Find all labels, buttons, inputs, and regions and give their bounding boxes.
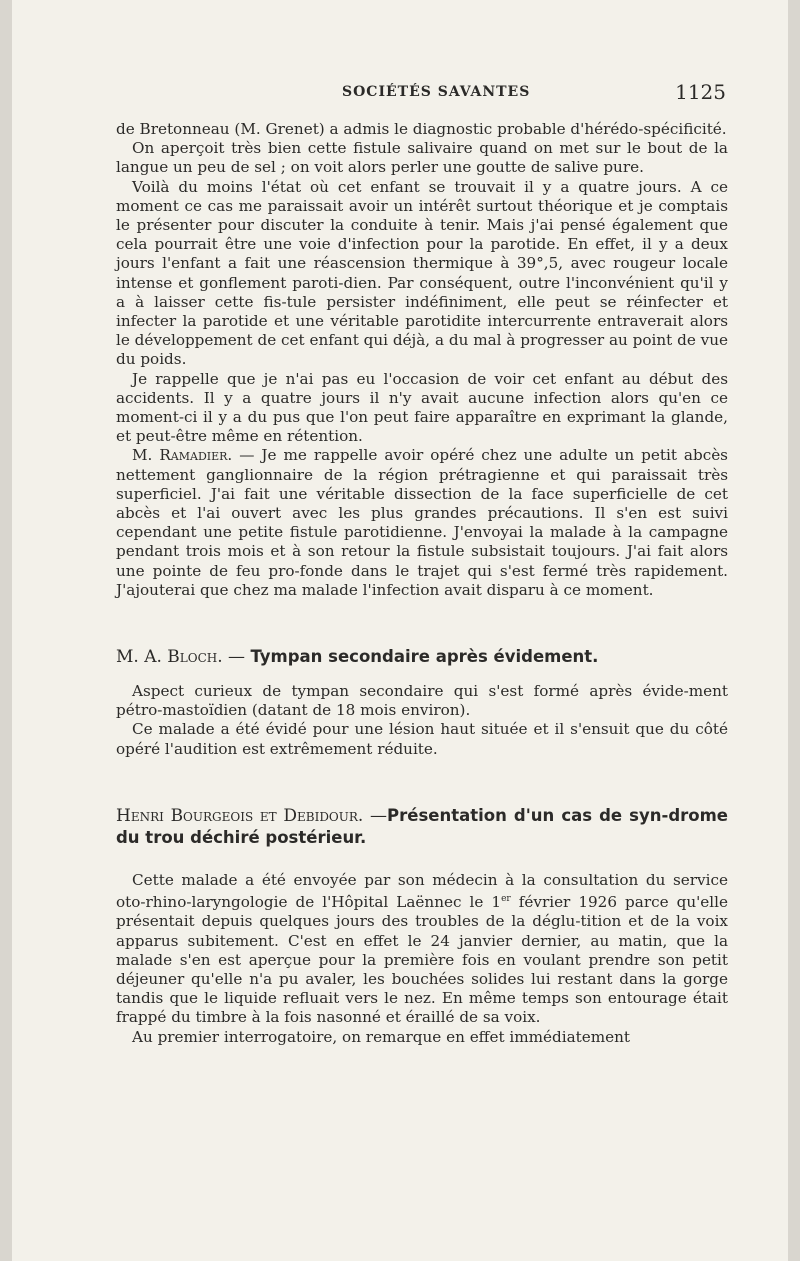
superscript: er [501, 894, 511, 905]
section-title: Présentation d'un cas de syn-drome du trou déchiré postérieur. [116, 805, 728, 847]
paragraph-text: Cette malade a été envoyée par son médecin à la consultation du service oto-rhino-laryngologie de l'Hôpital Laënnec le 1 [116, 870, 728, 912]
paragraph: Aspect curieux de tympan secondaire qui s'est formé après évide-ment pétro-mastoïdien (datant de 18 mois environ). [116, 682, 728, 720]
heading-dash: — [222, 647, 251, 668]
section-title: Tympan secondaire après évidement. [250, 647, 599, 667]
paragraph: Ce malade a été évidé pour une lésion haut située et il s'ensuit que du côté opéré l'audition est extrêmement réduite. [116, 720, 728, 758]
section-heading [116, 646, 728, 668]
header-title: SOCIÉTÉS SAVANTES [342, 84, 531, 100]
paragraph-text: — Je me rappelle avoir opéré chez une adulte un petit abcès nettement ganglionnaire de la région prétragienne et qui paraissait très superficiel. J'ai fait une véritable dissection de la face superficielle de cet abcès et l'ai ouvert avec les plus grandes précautions. Il s'en est suivi cependant une petite fistule parotidienne. J'envoyai la malade à la campagne pendant trois mois et à son retour la fistule subsistait toujours. J'ai fait alors une pointe de feu pro-fonde dans le trajet qui s'est fermé très rapidement. J'ajouterai que chez ma malade l'infection avait disparu à ce moment. [116, 446, 728, 599]
paragraph [116, 446, 728, 600]
paragraph-text: février 1926 parce qu'elle présentait depuis quelques jours des troubles de la déglu-tition et de la voix apparus subitement. C'est en effet le 24 janvier dernier, au matin, que la malade s'en est aperçue pour la première fois en voulant prendre son petit déjeuner qu'elle n'a pu avaler, les bouchées solides lui restant dans la gorge tandis que le liquide refluait vers le nez. En même temps son entourage était frappé du timbre à la fois nasonné et éraillé de sa voix. [116, 893, 728, 1027]
article-body [116, 120, 728, 1047]
heading-dash: — [363, 805, 388, 826]
speaker-name: M. Ramadier. [132, 446, 233, 465]
paragraph: On aperçoit très bien cette fistule salivaire quand on met sur le bout de la langue un peu de sel ; on voit alors perler une goutte de salive pure. [116, 139, 728, 177]
section-heading [116, 805, 728, 849]
paragraph: de Bretonneau (M. Grenet) a admis le diagnostic probable d'hérédo-spécificité. [116, 120, 727, 138]
paragraph: Voilà du moins l'état où cet enfant se trouvait il y a quatre jours. A ce moment ce cas me paraissait avoir un intérêt surtout théorique et je comptais le présenter pour discuter la conduite à tenir. Mais j'ai pensé également que cela pourrait être une voie d'infection pour la parotide. En effet, il y a deux jours l'enfant a fait une réascension thermique à 39°,5, avec rougeur locale intense et gonflement paroti-dien. Par conséquent, outre l'inconvénient qu'il y a à laisser cette fis-tule persister indéfiniment, elle peut se réinfecter et infecter la parotide et une véritable parotidite intercurrente entraverait alors le développement de cet enfant qui déjà, a du mal à progresser au point de vue du poids. [116, 177, 728, 369]
paragraph: Je rappelle que je n'ai pas eu l'occasion de voir cet enfant au début des accidents. Il y a quatre jours il n'y avait aucune infection alors qu'en ce moment-ci il y a du pus que l'on peut faire apparaître en exprimant la glande, et peut-être même en rétention. [116, 369, 728, 446]
page-number: 1125 [675, 80, 726, 104]
section-author: M. A. Bloch. [116, 647, 223, 668]
paragraph [116, 871, 728, 1028]
paragraph: Au premier interrogatoire, on remarque en effet immédiatement [132, 1027, 631, 1046]
section-author: Henri Bourgeois et Debidour. [116, 805, 364, 826]
page [12, 0, 788, 1261]
